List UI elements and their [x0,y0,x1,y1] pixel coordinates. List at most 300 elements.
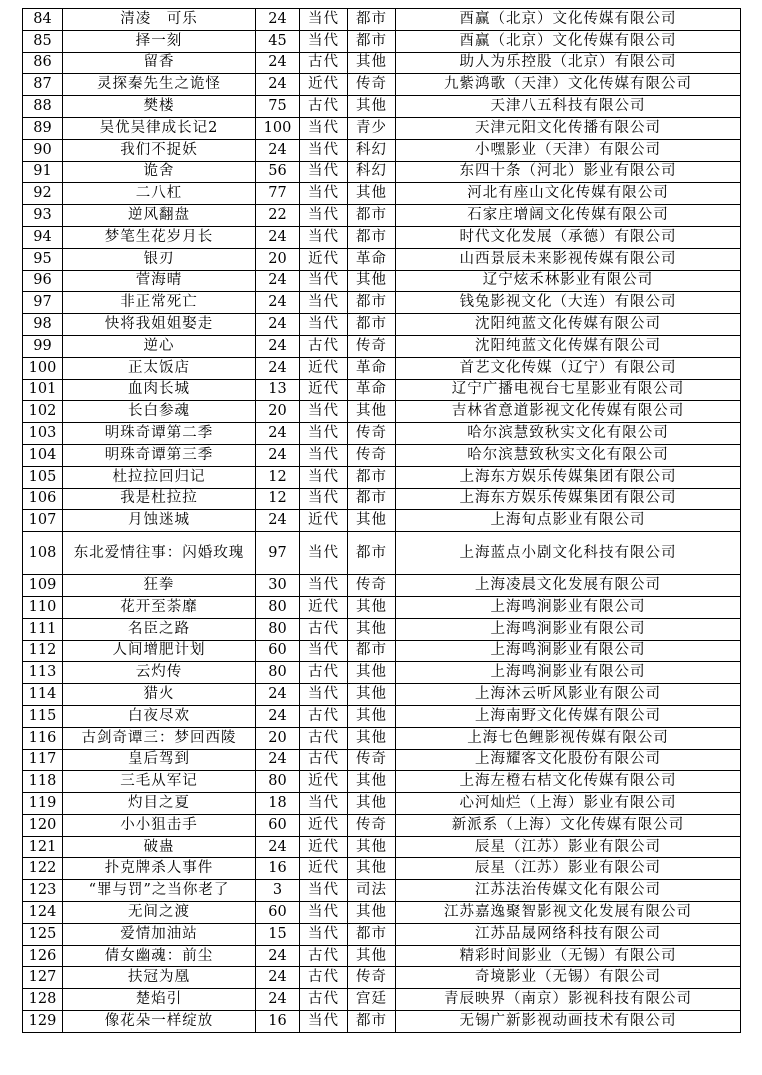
genre-cell: 革命 [348,248,396,270]
genre-cell: 其他 [348,705,396,727]
era-cell: 当代 [300,161,348,183]
company-name: 山西景辰未来影视传媒有限公司 [396,248,741,270]
row-number: 115 [23,705,63,727]
genre-cell: 都市 [348,1011,396,1033]
drama-title: 择一刻 [63,30,256,52]
row-number: 129 [23,1011,63,1033]
row-number: 84 [23,9,63,31]
era-cell: 当代 [300,183,348,205]
episode-count: 60 [256,902,300,924]
row-number: 100 [23,357,63,379]
drama-title: 小小狙击手 [63,814,256,836]
era-cell: 当代 [300,444,348,466]
table-row [23,575,741,597]
drama-title: 我是杜拉拉 [63,488,256,510]
row-number: 104 [23,444,63,466]
era-cell: 当代 [300,575,348,597]
company-name: 天津元阳文化传播有限公司 [396,117,741,139]
row-number: 125 [23,923,63,945]
drama-title: 灼目之夏 [63,793,256,815]
company-name: 上海鸣涧影业有限公司 [396,596,741,618]
company-name: 上海鸣涧影业有限公司 [396,640,741,662]
drama-title: 无间之渡 [63,902,256,924]
row-number: 85 [23,30,63,52]
company-name: 小嘿影业（天津）有限公司 [396,139,741,161]
genre-cell: 其他 [348,510,396,532]
episode-count: 24 [256,705,300,727]
drama-title: 长白参魂 [63,401,256,423]
genre-cell: 传奇 [348,967,396,989]
drama-title: 明珠奇谭第三季 [63,444,256,466]
episode-count: 24 [256,74,300,96]
era-cell: 近代 [300,248,348,270]
genre-cell: 其他 [348,52,396,74]
episode-count: 24 [256,226,300,248]
genre-cell: 传奇 [348,575,396,597]
drama-title: 吴优吴律成长记2 [63,117,256,139]
episode-count: 60 [256,814,300,836]
table-row [23,727,741,749]
episode-count: 18 [256,793,300,815]
episode-count: 24 [256,749,300,771]
era-cell: 当代 [300,923,348,945]
episode-count: 80 [256,618,300,640]
row-number: 119 [23,793,63,815]
genre-cell: 科幻 [348,139,396,161]
era-cell: 当代 [300,684,348,706]
row-number: 98 [23,314,63,336]
drama-title: 银刃 [63,248,256,270]
company-name: 上海旬点影业有限公司 [396,510,741,532]
genre-cell: 革命 [348,379,396,401]
row-number: 88 [23,96,63,118]
drama-title: 非正常死亡 [63,292,256,314]
genre-cell: 宫廷 [348,989,396,1011]
table-row [23,705,741,727]
genre-cell: 都市 [348,226,396,248]
company-name: 上海鸣涧影业有限公司 [396,618,741,640]
company-name: 江苏嘉逸聚智影视文化发展有限公司 [396,902,741,924]
episode-count: 56 [256,161,300,183]
genre-cell: 其他 [348,183,396,205]
era-cell: 古代 [300,662,348,684]
table-row [23,9,741,31]
era-cell: 当代 [300,488,348,510]
drama-title: 爱情加油站 [63,923,256,945]
episode-count: 24 [256,967,300,989]
company-name: 心河灿烂（上海）影业有限公司 [396,793,741,815]
episode-count: 24 [256,989,300,1011]
drama-title: 二八杠 [63,183,256,205]
era-cell: 古代 [300,989,348,1011]
episode-count: 15 [256,923,300,945]
episode-count: 24 [256,270,300,292]
drama-title: 扑克牌杀人事件 [63,858,256,880]
drama-title: 皇后驾到 [63,749,256,771]
table-row [23,183,741,205]
company-name: 上海左橙右桔文化传媒有限公司 [396,771,741,793]
row-number: 101 [23,379,63,401]
table-row [23,640,741,662]
row-number: 90 [23,139,63,161]
table-row [23,771,741,793]
drama-title: 名臣之路 [63,618,256,640]
row-number: 128 [23,989,63,1011]
table-row [23,248,741,270]
company-name: 精彩时间影业（无锡）有限公司 [396,945,741,967]
table-row [23,923,741,945]
genre-cell: 传奇 [348,335,396,357]
episode-count: 60 [256,640,300,662]
company-name: 九紫鸿歌（天津）文化传媒有限公司 [396,74,741,96]
table-row [23,466,741,488]
company-name: 酉赢（北京）文化传媒有限公司 [396,9,741,31]
company-name: 上海凌晨文化发展有限公司 [396,575,741,597]
drama-title: “罪与罚”之当你老了 [63,880,256,902]
era-cell: 近代 [300,836,348,858]
episode-count: 24 [256,684,300,706]
drama-title: 云灼传 [63,662,256,684]
genre-cell: 都市 [348,9,396,31]
table-row [23,532,741,575]
era-cell: 古代 [300,727,348,749]
episode-count: 16 [256,1011,300,1033]
table-row [23,117,741,139]
company-name: 上海东方娱乐传媒集团有限公司 [396,466,741,488]
episode-count: 12 [256,488,300,510]
row-number: 92 [23,183,63,205]
table-row [23,401,741,423]
row-number: 111 [23,618,63,640]
row-number: 91 [23,161,63,183]
era-cell: 当代 [300,314,348,336]
row-number: 108 [23,532,63,575]
episode-count: 20 [256,727,300,749]
era-cell: 古代 [300,749,348,771]
genre-cell: 传奇 [348,814,396,836]
drama-title: 诡舍 [63,161,256,183]
era-cell: 古代 [300,335,348,357]
genre-cell: 其他 [348,401,396,423]
era-cell: 当代 [300,423,348,445]
episode-count: 24 [256,292,300,314]
table-row [23,226,741,248]
table-row [23,292,741,314]
row-number: 102 [23,401,63,423]
company-name: 无锡广新影视动画技术有限公司 [396,1011,741,1033]
era-cell: 近代 [300,814,348,836]
drama-title: 狂拳 [63,575,256,597]
table-row [23,96,741,118]
episode-count: 24 [256,945,300,967]
company-name: 河北有座山文化传媒有限公司 [396,183,741,205]
genre-cell: 都市 [348,314,396,336]
row-number: 106 [23,488,63,510]
era-cell: 当代 [300,466,348,488]
episode-count: 20 [256,248,300,270]
drama-title: 杜拉拉回归记 [63,466,256,488]
table-row [23,814,741,836]
table-row [23,139,741,161]
table-row [23,945,741,967]
era-cell: 古代 [300,705,348,727]
row-number: 116 [23,727,63,749]
drama-title: 像花朵一样绽放 [63,1011,256,1033]
episode-count: 45 [256,30,300,52]
row-number: 93 [23,205,63,227]
genre-cell: 司法 [348,880,396,902]
company-name: 奇境影业（无锡）有限公司 [396,967,741,989]
drama-title: 逆心 [63,335,256,357]
drama-title: 明珠奇谭第二季 [63,423,256,445]
table-row [23,423,741,445]
genre-cell: 其他 [348,945,396,967]
row-number: 124 [23,902,63,924]
era-cell: 当代 [300,139,348,161]
episode-count: 22 [256,205,300,227]
genre-cell: 其他 [348,684,396,706]
drama-title: 花开至荼靡 [63,596,256,618]
table-row [23,596,741,618]
genre-cell: 都市 [348,292,396,314]
company-name: 辰星（江苏）影业有限公司 [396,836,741,858]
era-cell: 当代 [300,30,348,52]
drama-title: 扶冠为凰 [63,967,256,989]
genre-cell: 都市 [348,30,396,52]
table-row [23,967,741,989]
genre-cell: 其他 [348,618,396,640]
row-number: 103 [23,423,63,445]
row-number: 86 [23,52,63,74]
row-number: 121 [23,836,63,858]
company-name: 助人为乐控股（北京）有限公司 [396,52,741,74]
table-row [23,74,741,96]
table-row [23,379,741,401]
company-name: 沈阳纯蓝文化传媒有限公司 [396,335,741,357]
era-cell: 当代 [300,793,348,815]
table-row [23,1011,741,1033]
genre-cell: 青少 [348,117,396,139]
era-cell: 当代 [300,1011,348,1033]
drama-title: 樊楼 [63,96,256,118]
genre-cell: 科幻 [348,161,396,183]
row-number: 96 [23,270,63,292]
genre-cell: 其他 [348,270,396,292]
genre-cell: 都市 [348,205,396,227]
table-row [23,662,741,684]
episode-count: 20 [256,401,300,423]
episode-count: 24 [256,52,300,74]
company-name: 哈尔滨慧致秋实文化有限公司 [396,423,741,445]
drama-title: 灵探秦先生之诡怪 [63,74,256,96]
drama-title: 月蚀迷城 [63,510,256,532]
episode-count: 77 [256,183,300,205]
company-name: 青辰映界（南京）影视科技有限公司 [396,989,741,1011]
registration-table [22,8,741,1033]
row-number: 97 [23,292,63,314]
era-cell: 古代 [300,96,348,118]
company-name: 辽宁炫禾林影业有限公司 [396,270,741,292]
table-row [23,858,741,880]
episode-count: 100 [256,117,300,139]
genre-cell: 其他 [348,596,396,618]
company-name: 酉赢（北京）文化传媒有限公司 [396,30,741,52]
era-cell: 当代 [300,292,348,314]
company-name: 天津八五科技有限公司 [396,96,741,118]
genre-cell: 传奇 [348,74,396,96]
drama-title: 古剑奇谭三：梦回西陵 [63,727,256,749]
era-cell: 近代 [300,357,348,379]
genre-cell: 都市 [348,466,396,488]
company-name: 上海鸣涧影业有限公司 [396,662,741,684]
drama-title: 猎火 [63,684,256,706]
episode-count: 24 [256,314,300,336]
genre-cell: 其他 [348,96,396,118]
era-cell: 当代 [300,902,348,924]
table-row [23,749,741,771]
row-number: 123 [23,880,63,902]
era-cell: 近代 [300,379,348,401]
drama-title: 三毛从军记 [63,771,256,793]
episode-count: 16 [256,858,300,880]
company-name: 上海南野文化传媒有限公司 [396,705,741,727]
company-name: 江苏品晟网络科技有限公司 [396,923,741,945]
drama-title: 梦笔生花岁月长 [63,226,256,248]
genre-cell: 传奇 [348,749,396,771]
company-name: 上海东方娱乐传媒集团有限公司 [396,488,741,510]
episode-count: 24 [256,836,300,858]
genre-cell: 其他 [348,836,396,858]
company-name: 沈阳纯蓝文化传媒有限公司 [396,314,741,336]
drama-title: 正太饭店 [63,357,256,379]
row-number: 89 [23,117,63,139]
genre-cell: 革命 [348,357,396,379]
company-name: 上海七色鲤影视传媒有限公司 [396,727,741,749]
genre-cell: 其他 [348,727,396,749]
table-row [23,314,741,336]
row-number: 112 [23,640,63,662]
company-name: 辽宁广播电视台七星影业有限公司 [396,379,741,401]
table-row [23,205,741,227]
genre-cell: 其他 [348,858,396,880]
row-number: 120 [23,814,63,836]
era-cell: 近代 [300,771,348,793]
company-name: 吉林省意道影视文化传媒有限公司 [396,401,741,423]
company-name: 上海耀客文化股份有限公司 [396,749,741,771]
episode-count: 75 [256,96,300,118]
row-number: 94 [23,226,63,248]
episode-count: 24 [256,510,300,532]
era-cell: 当代 [300,880,348,902]
episode-count: 80 [256,596,300,618]
company-name: 时代文化发展（承德）有限公司 [396,226,741,248]
row-number: 122 [23,858,63,880]
company-name: 江苏法治传媒文化有限公司 [396,880,741,902]
drama-title: 留香 [63,52,256,74]
drama-title: 楚焰引 [63,989,256,1011]
era-cell: 古代 [300,52,348,74]
company-name: 哈尔滨慧致秋实文化有限公司 [396,444,741,466]
drama-title: 菅海晴 [63,270,256,292]
table-row [23,902,741,924]
genre-cell: 传奇 [348,423,396,445]
table-row [23,836,741,858]
company-name: 钱兔影视文化（大连）有限公司 [396,292,741,314]
genre-cell: 其他 [348,771,396,793]
company-name: 上海沐云听风影业有限公司 [396,684,741,706]
episode-count: 24 [256,444,300,466]
table-row [23,880,741,902]
table-row [23,30,741,52]
episode-count: 24 [256,335,300,357]
era-cell: 当代 [300,9,348,31]
row-number: 107 [23,510,63,532]
company-name: 东四十条（河北）影业有限公司 [396,161,741,183]
episode-count: 24 [256,9,300,31]
era-cell: 当代 [300,401,348,423]
table-row [23,488,741,510]
row-number: 113 [23,662,63,684]
row-number: 110 [23,596,63,618]
era-cell: 近代 [300,858,348,880]
table-row [23,618,741,640]
genre-cell: 其他 [348,662,396,684]
company-name: 首艺文化传媒（辽宁）有限公司 [396,357,741,379]
drama-title: 倩女幽魂：前尘 [63,945,256,967]
drama-title: 快将我姐姐娶走 [63,314,256,336]
era-cell: 当代 [300,640,348,662]
episode-count: 3 [256,880,300,902]
era-cell: 近代 [300,74,348,96]
drama-title: 破蛊 [63,836,256,858]
era-cell: 古代 [300,618,348,640]
episode-count: 80 [256,771,300,793]
drama-title: 人间增肥计划 [63,640,256,662]
episode-count: 24 [256,139,300,161]
genre-cell: 其他 [348,793,396,815]
genre-cell: 其他 [348,902,396,924]
table-row [23,270,741,292]
table-row [23,161,741,183]
era-cell: 当代 [300,532,348,575]
table-row [23,335,741,357]
episode-count: 12 [256,466,300,488]
genre-cell: 传奇 [348,444,396,466]
episode-count: 24 [256,423,300,445]
table-row [23,510,741,532]
episode-count: 80 [256,662,300,684]
episode-count: 30 [256,575,300,597]
drama-title: 白夜尽欢 [63,705,256,727]
row-number: 117 [23,749,63,771]
era-cell: 古代 [300,945,348,967]
table-row [23,52,741,74]
row-number: 126 [23,945,63,967]
episode-count: 97 [256,532,300,575]
era-cell: 当代 [300,205,348,227]
drama-title: 血肉长城 [63,379,256,401]
company-name: 石家庄增阔文化传媒有限公司 [396,205,741,227]
episode-count: 24 [256,357,300,379]
row-number: 95 [23,248,63,270]
company-name: 新派系（上海）文化传媒有限公司 [396,814,741,836]
table-row [23,444,741,466]
row-number: 99 [23,335,63,357]
era-cell: 近代 [300,510,348,532]
drama-title: 东北爱情往事：闪婚玫瑰 [63,532,256,575]
table-row [23,357,741,379]
company-name: 辰星（江苏）影业有限公司 [396,858,741,880]
